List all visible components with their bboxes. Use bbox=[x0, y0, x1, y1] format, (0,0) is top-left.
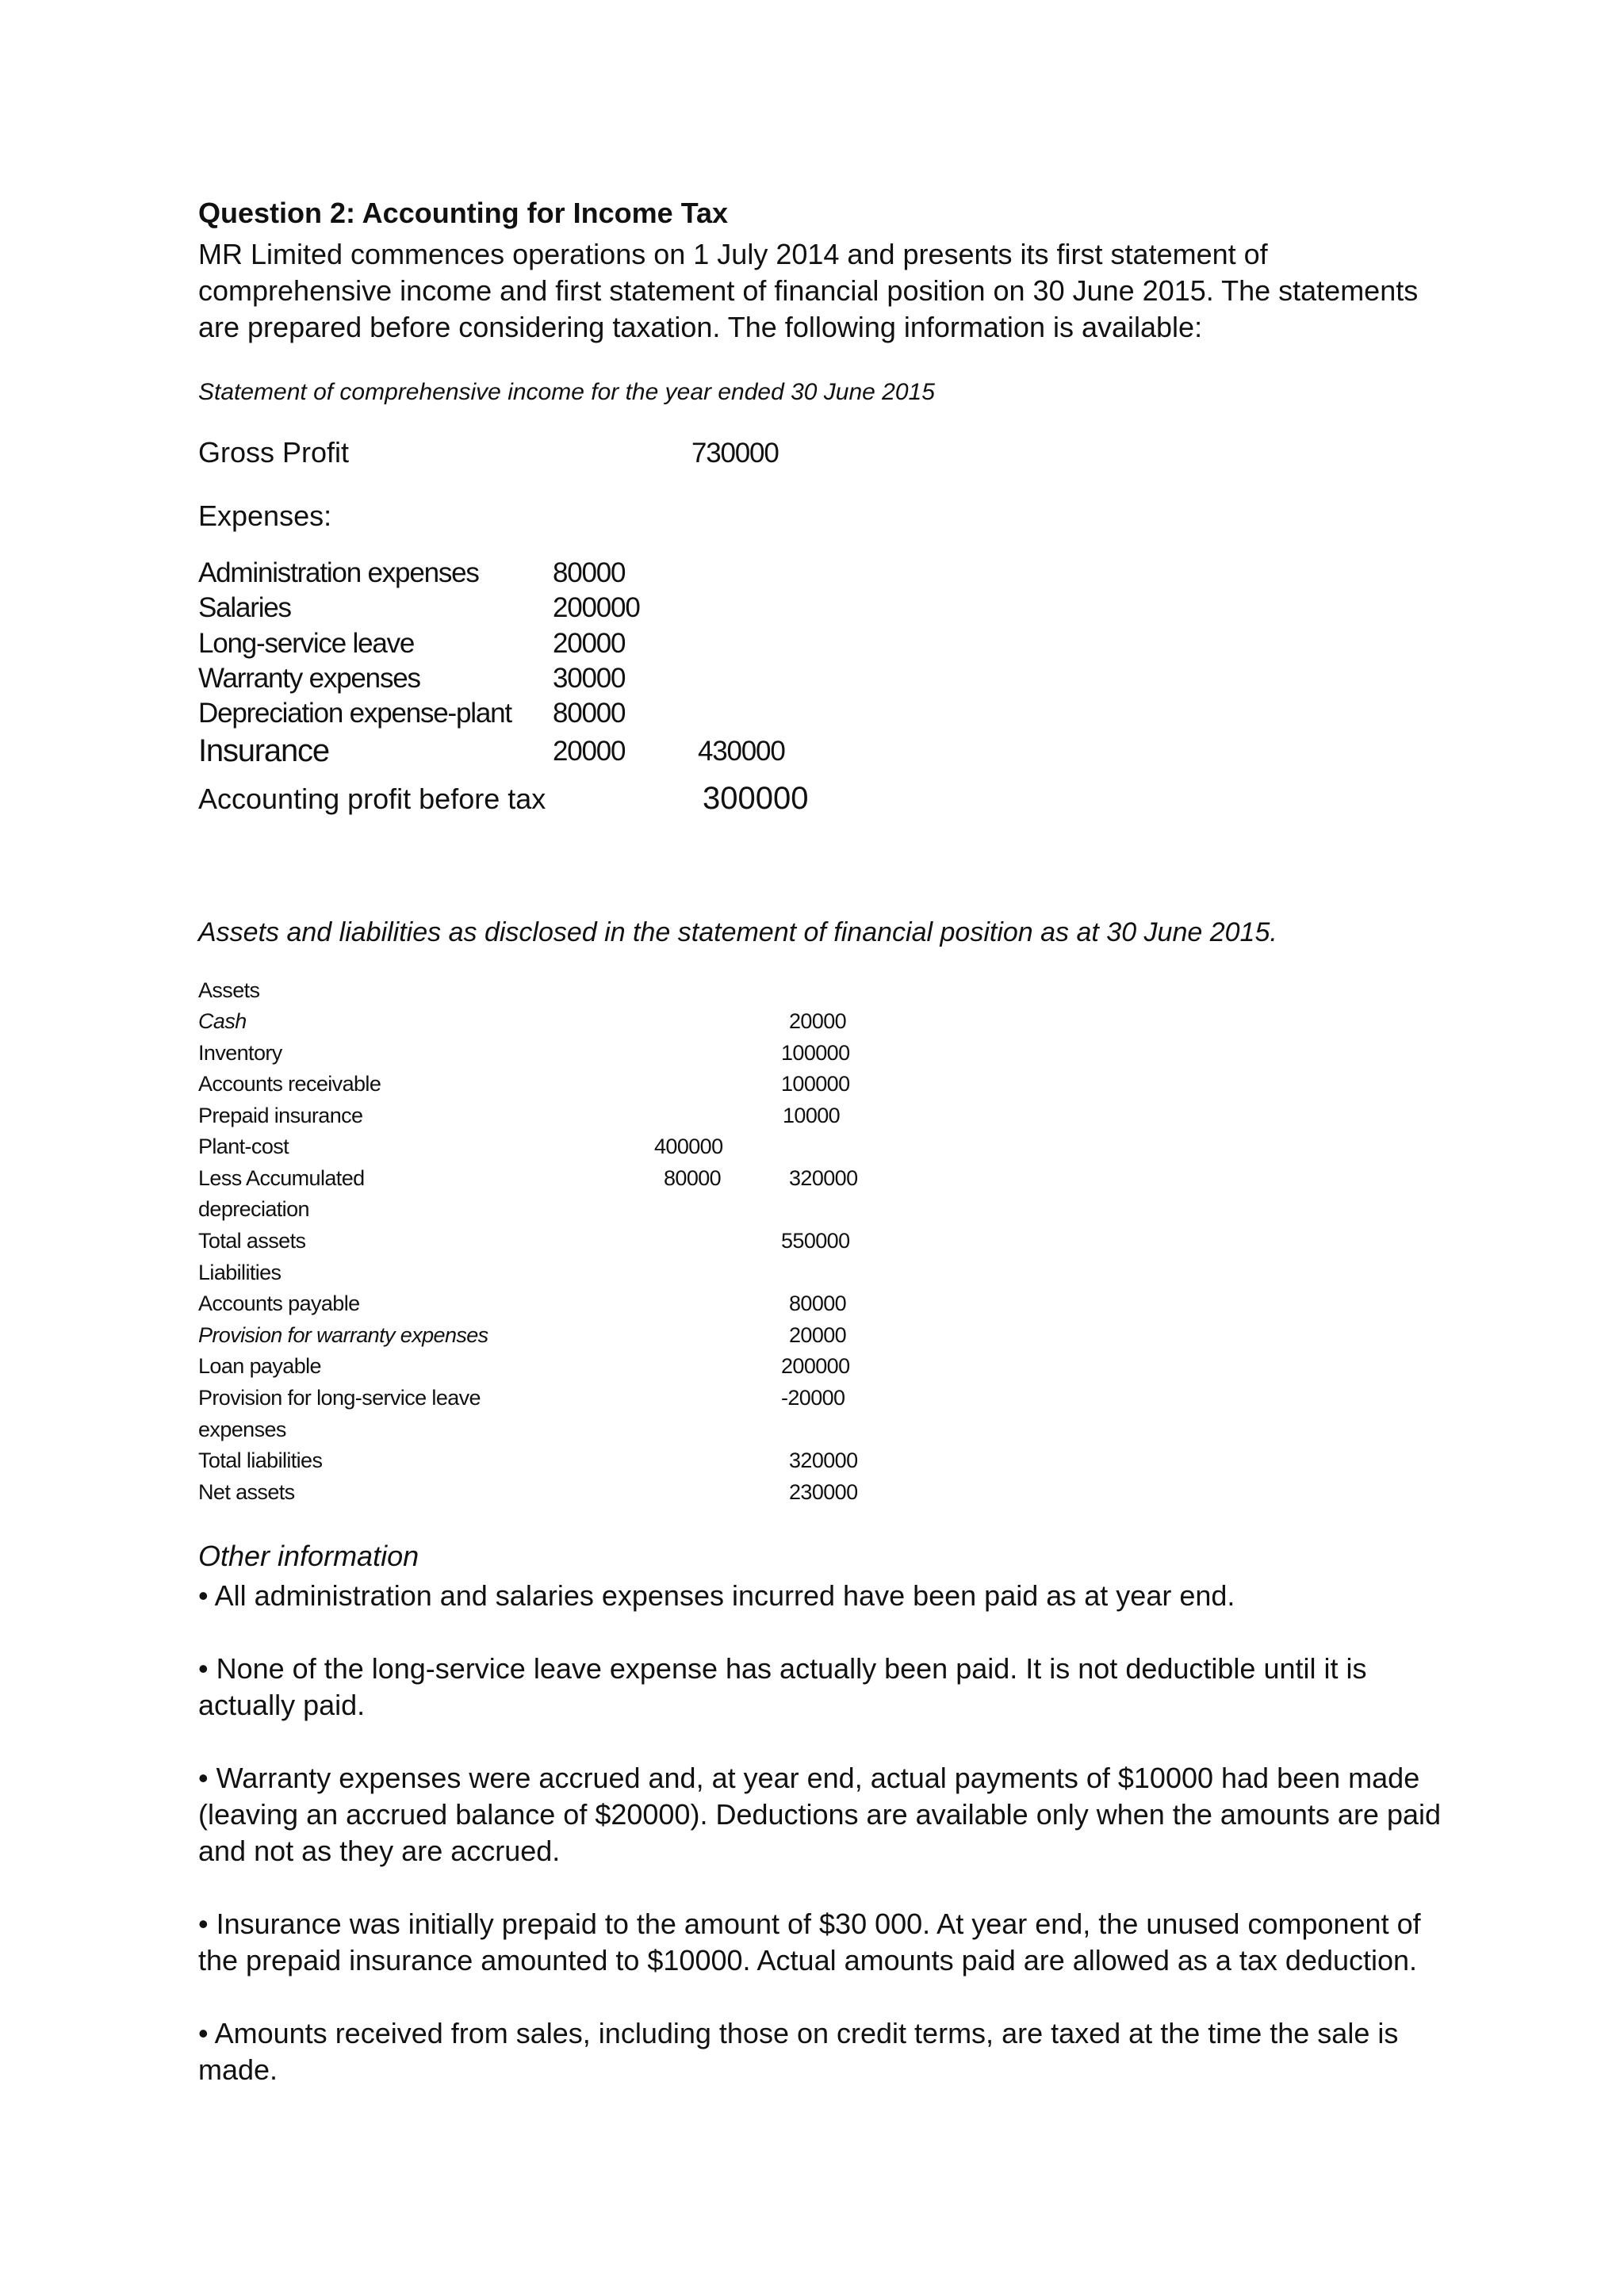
expense-label: Long-service leave bbox=[198, 628, 415, 659]
expense-label: Warranty expenses bbox=[198, 663, 420, 694]
receivable-label: Accounts receivable bbox=[198, 1072, 381, 1096]
total-liabilities-label: Total liabilities bbox=[198, 1448, 323, 1472]
accum-label-cont: depreciation bbox=[198, 1197, 309, 1221]
expense-label: Salaries bbox=[198, 592, 291, 623]
plant-value: 400000 bbox=[654, 1135, 723, 1158]
sfp-heading: Assets and liabilities as disclosed in the statement of financial position as at 30 June 2015. bbox=[198, 917, 1277, 947]
net-assets-label: Net assets bbox=[198, 1480, 295, 1504]
expense-value: 20000 bbox=[553, 628, 626, 659]
plant-net-value: 320000 bbox=[789, 1166, 858, 1190]
payable-label: Accounts payable bbox=[198, 1292, 360, 1315]
other-bullet: • Insurance was initially prepaid to the amount of $30 000. At year end, the unused component of the prepaid insurance amounted to $10000. Actual amounts paid are allowed as a tax deduction. bbox=[198, 1908, 1421, 1976]
intro-paragraph: MR Limited commences operations on 1 July 2014 and presents its first statement of comprehensive income and first statement of financial position on 30 June 2015. The statements are prepared before considering taxation. The following information is available: bbox=[198, 238, 1419, 343]
expense-label: Insurance bbox=[198, 733, 329, 768]
warranty-label: Provision for warranty expenses bbox=[198, 1323, 488, 1347]
lsl-label: Provision for long-service leave bbox=[198, 1386, 481, 1410]
gross-profit-label: Gross Profit bbox=[198, 436, 350, 469]
inventory-value: 100000 bbox=[781, 1041, 850, 1065]
expenses-total: 430000 bbox=[698, 736, 785, 767]
lsl-label-cont: expenses bbox=[198, 1418, 286, 1441]
other-heading: Other information bbox=[198, 1540, 419, 1572]
liabilities-label: Liabilities bbox=[198, 1261, 282, 1284]
prepaid-label: Prepaid insurance bbox=[198, 1104, 363, 1127]
other-bullet: • All administration and salaries expenses incurred have been paid as at year end. bbox=[198, 1579, 1235, 1612]
total-assets-label: Total assets bbox=[198, 1229, 306, 1253]
total-liabilities-value: 320000 bbox=[789, 1448, 858, 1472]
expense-label: Depreciation expense-plant bbox=[198, 698, 511, 729]
gross-profit-value: 730000 bbox=[691, 438, 779, 469]
expense-value: 80000 bbox=[553, 557, 626, 588]
other-bullet: • None of the long-service leave expense has actually been paid. It is not deductible until it is actually paid. bbox=[198, 1652, 1367, 1721]
payable-value: 80000 bbox=[789, 1292, 847, 1315]
plant-label: Plant-cost bbox=[198, 1135, 289, 1158]
expense-value: 200000 bbox=[553, 592, 640, 623]
other-bullet: • Warranty expenses were accrued and, at year end, actual payments of $10000 had been made (leaving an accrued balance of $20000). Deductions are available only when the amounts are paid and not as they are accrued. bbox=[198, 1762, 1442, 1867]
expenses-label: Expenses: bbox=[198, 499, 332, 532]
lsl-value: -20000 bbox=[781, 1386, 845, 1410]
loan-value: 200000 bbox=[781, 1354, 850, 1378]
cash-value: 20000 bbox=[789, 1009, 847, 1033]
other-bullet: • Amounts received from sales, including those on credit terms, are taxed at the time the sale is made. bbox=[198, 2017, 1399, 2086]
expense-label: Administration expenses bbox=[198, 557, 479, 588]
inventory-label: Inventory bbox=[198, 1041, 282, 1065]
expense-value: 20000 bbox=[553, 736, 626, 767]
cash-label: Cash bbox=[198, 1009, 247, 1033]
prepaid-value: 10000 bbox=[783, 1104, 841, 1127]
loan-label: Loan payable bbox=[198, 1354, 321, 1378]
assets-label: Assets bbox=[198, 978, 260, 1002]
profit-value: 300000 bbox=[703, 781, 809, 816]
sci-heading: Statement of comprehensive income for the year ended 30 June 2015 bbox=[198, 379, 935, 405]
accum-label: Less Accumulated bbox=[198, 1166, 365, 1190]
profit-label: Accounting profit before tax bbox=[198, 783, 546, 815]
warranty-value: 20000 bbox=[789, 1323, 847, 1347]
expense-value: 80000 bbox=[553, 698, 626, 729]
receivable-value: 100000 bbox=[781, 1072, 850, 1096]
total-assets-value: 550000 bbox=[781, 1229, 850, 1253]
expense-value: 30000 bbox=[553, 663, 626, 694]
net-assets-value: 230000 bbox=[789, 1480, 858, 1504]
accum-value: 80000 bbox=[664, 1166, 722, 1190]
question-title: Question 2: Accounting for Income Tax bbox=[198, 197, 729, 229]
